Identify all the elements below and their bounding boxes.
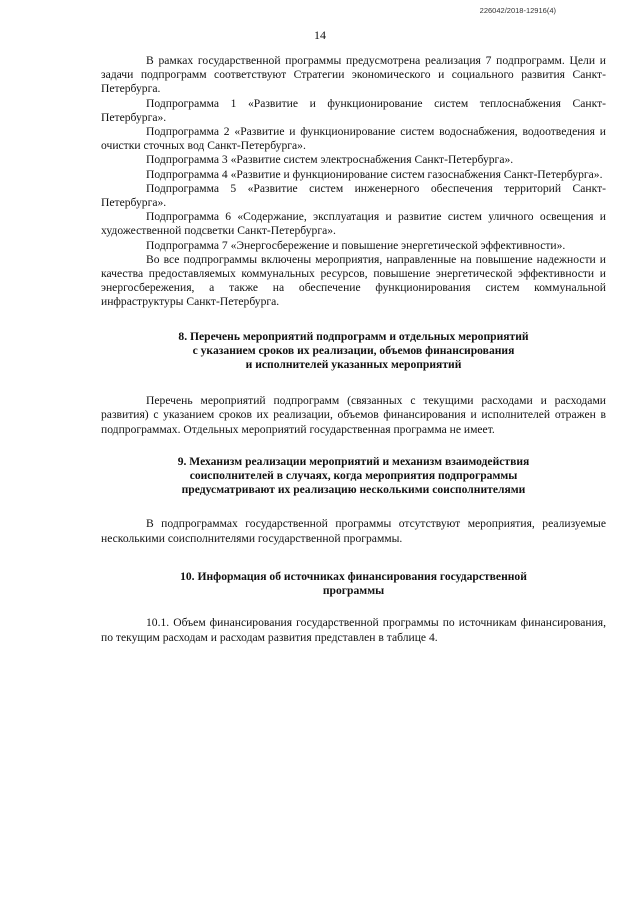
paragraph-subprogram-7: Подпрограмма 7 «Энергосбережение и повышение энергетической эффективности». [146,238,566,252]
section-10-heading-line: 10. Информация об источниках финансирования государственной [180,569,527,583]
paragraph-measures: Во все подпрограммы включены мероприятия, направленные на повышение надежности и качества предоставляемых коммунальных ресурсов, повышение энергетической эффективности и энергосбережения, а также на обеспечение функционирования систем коммунальной инфраструктуры Санкт-Петербурга. [101,252,606,309]
paragraph-subprogram-1: Подпрограмма 1 «Развитие и функционирование систем теплоснабжения Санкт-Петербурга». [101,96,606,124]
paragraph-subprogram-2: Подпрограмма 2 «Развитие и функционирование систем водоснабжения, водоотведения и очистки сточных вод Санкт-Петербурга». [101,125,606,153]
section-9-heading [101,455,606,498]
paragraph-intro: В рамках государственной программы предусмотрена реализация 7 подпрограмм. Цели и задачи подпрограмм соответствуют Стратегии экономического и социального развития Санкт-Петербурга. [101,54,606,96]
section-10-text: 10.1. Объем финансирования государственной программы по источникам финансирования, по текущим расходам и расходам развития представлен в таблице 4. [101,616,606,644]
section-8-heading-line: 8. Перечень мероприятий подпрограмм и отдельных мероприятий [178,329,529,343]
section-8-heading [101,330,606,373]
section-9-heading-line: 9. Механизм реализации мероприятий и механизм взаимодействия [177,454,530,468]
section-9-text: В подпрограммах государственной программы отсутствуют мероприятия, реализуемые несколькими соисполнителями государственной программы. [101,517,606,545]
paragraph-subprogram-5: Подпрограмма 5 «Развитие систем инженерного обеспечения территорий Санкт-Петербурга». [101,181,606,210]
paragraph-subprogram-4: Подпрограмма 4 «Развитие и функционирование систем газоснабжения Санкт-Петербурга». [146,167,603,181]
page-number: 14 [314,28,326,42]
document-body [101,54,606,645]
section-9-heading-line: соисполнителей в случаях, когда мероприятия подпрограммы [189,469,518,483]
section-8-heading-line: с указанием сроков их реализации, объемов финансирования [192,343,515,357]
section-9-heading-line: предусматривают их реализацию несколькими соисполнителями [181,483,526,497]
section-10-heading-line: программы [322,584,385,598]
paragraph-subprogram-3: Подпрограмма 3 «Развитие систем электроснабжения Санкт-Петербурга». [146,153,514,167]
section-8-heading-line: и исполнителей указанных мероприятий [245,358,462,372]
section-8-text: Перечень мероприятий подпрограмм (связанных с текущими расходами и расходами развития) с указанием сроков их реализации, объемов финансирования и исполнителей отражен в подпрограммах. Отдельных мероприятий государственная программа не имеет. [101,394,606,436]
document-id: 226042/2018-12916(4) [479,6,556,15]
section-10-heading [101,570,606,598]
paragraph-subprogram-6: Подпрограмма 6 «Содержание, эксплуатация и развитие систем уличного освещения и художественной подсветки Санкт-Петербурга». [101,210,606,238]
